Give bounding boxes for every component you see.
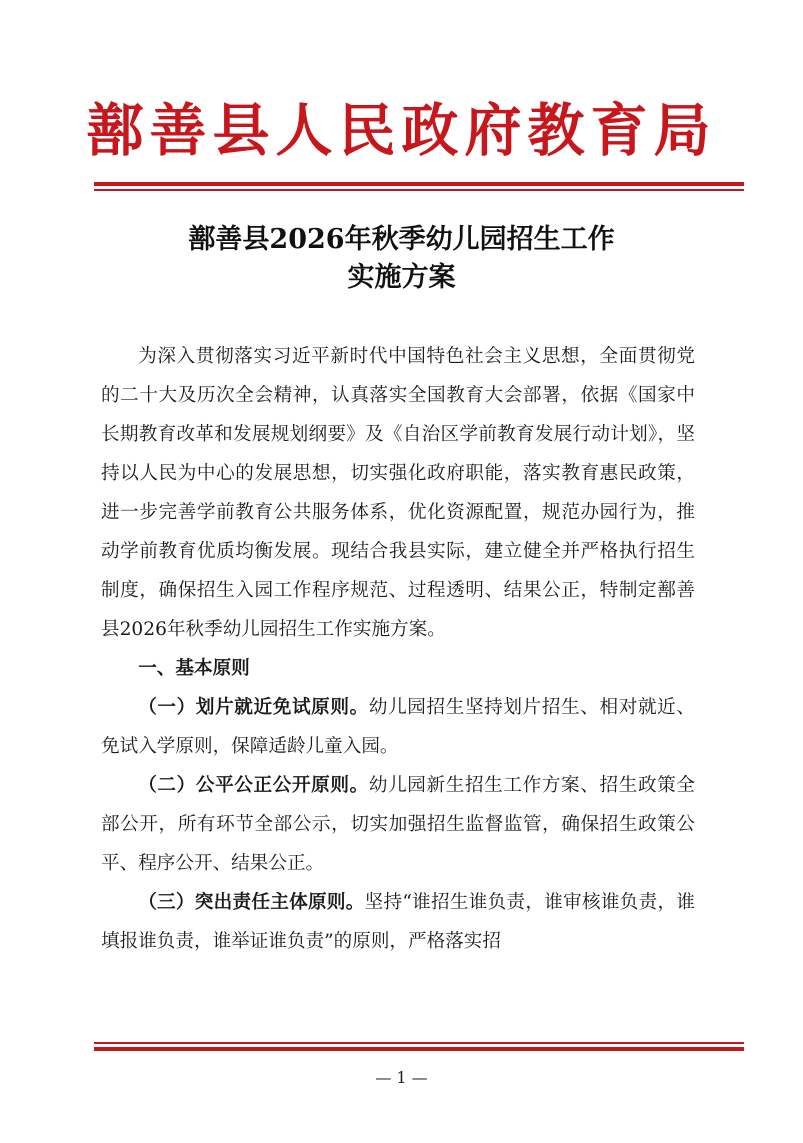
footer-rule-thick (94, 1047, 744, 1051)
document-title-line1: 鄯善县2026年秋季幼儿园招生工作 (188, 224, 615, 255)
footer-rule-thin (94, 1042, 744, 1044)
intro-paragraph: 为深入贯彻落实习近平新时代中国特色社会主义思想，全面贯彻党的二十大及历次全会精神，认真落实全国教育大会部署，依据《国家中长期教育改革和发展规划纲要》及《自治区学前教育发展行动计划》，坚持以人民为中心的发展思想，切实强化政府职能，落实教育惠民政策，进一步完善学前教育公共服务体系，优化资源配置，规范办园行为，推动学前教育优质均衡发展。现结合我县实际，建立健全并严格执行招生制度，确保招生入园工作程序规范、过程透明、结果公正，特制定鄯善县2026年秋季幼儿园招生工作实施方案。 (101, 346, 695, 640)
principle-paragraph-1 (101, 688, 695, 766)
principle-title-3: （三）突出责任主体原则。 (138, 892, 365, 913)
principle-title-1: （一）划片就近免试原则。 (138, 697, 369, 718)
header-rule-thin (94, 189, 744, 191)
principle-paragraph-3 (101, 883, 695, 961)
document-title-line2: 实施方案 (347, 262, 456, 293)
document-body (101, 337, 695, 961)
principle-paragraph-2 (101, 766, 695, 883)
header-rule-thick (94, 182, 744, 186)
principle-text-1: 幼儿园招生坚持划片招生、相对就近、免试入学原则，保障适龄儿童入园。 (101, 697, 695, 757)
principle-text-2: 幼儿园新生招生工作方案、招生政策全部公开，所有环节全部公示，切实加强招生监督监管，确保招生政策公平、程序公开、结果公正。 (101, 775, 695, 874)
principle-text-3: 坚持“谁招生谁负责，谁审核谁负责，谁填报谁负责，谁举证谁负责”的原则，严格落实招 (101, 892, 695, 952)
page-number: — 1 — (375, 1068, 428, 1087)
section-heading-basic-principles: 一、基本原则 (138, 658, 250, 679)
agency-header: 鄯善县人民政府教育局 (86, 97, 717, 164)
principle-title-2: （二）公平公正公开原则。 (138, 775, 369, 796)
